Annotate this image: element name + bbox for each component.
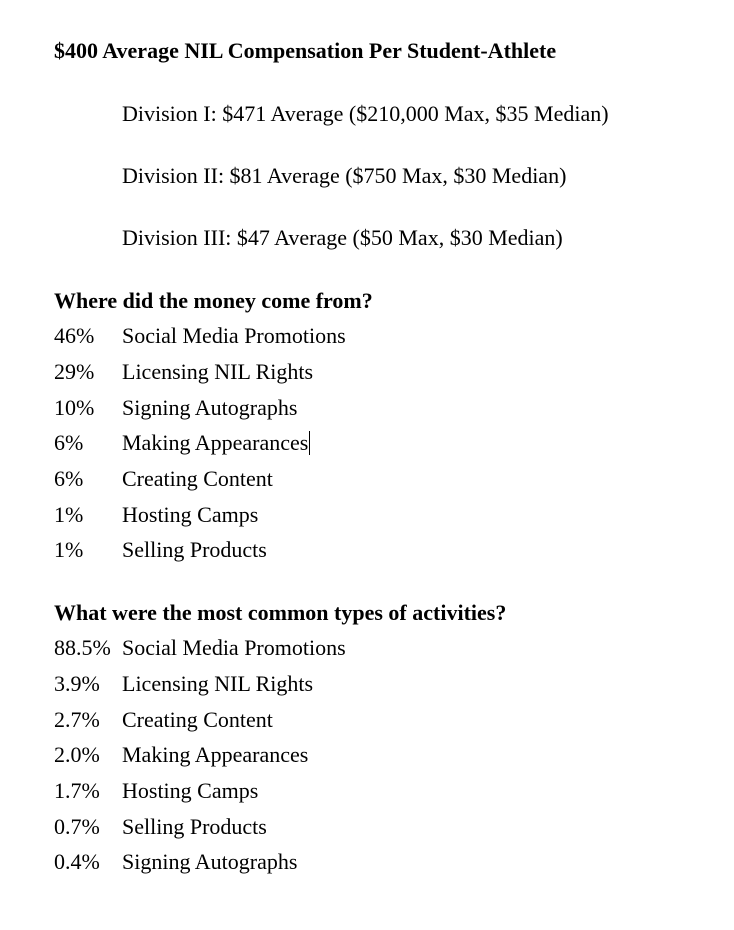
money-item-percent: 6% [54,466,84,491]
activity-item-label: Social Media Promotions [122,635,346,660]
money-item-percent: 1% [54,502,84,527]
activity-item-label: Signing Autographs [122,849,298,874]
activity-item-percent: 88.5% [54,635,111,660]
activity-item-label: Licensing NIL Rights [122,671,314,696]
activity-item-label: Selling Products [122,814,267,839]
money-item-percent: 6% [54,430,84,455]
money-item-percent: 46% [54,323,95,348]
money-item-label: Social Media Promotions [122,323,346,348]
money-item-label: Hosting Camps [122,502,259,527]
activity-item-percent: 3.9% [54,671,100,696]
money-item-label-with-caret[interactable] [122,430,310,456]
activity-item-percent: 1.7% [54,778,100,803]
activity-item-percent: 2.7% [54,707,100,732]
text-cursor [309,431,310,455]
money-item-label: Signing Autographs [122,395,298,420]
activity-item-percent: 2.0% [54,742,100,767]
money-item-label: Selling Products [122,537,267,562]
money-item-label: Making Appearances [122,430,309,455]
money-item-percent: 1% [54,537,84,562]
division-2-summary: Division II: $81 Average ($750 Max, $30 Median) [122,163,567,188]
money-section-heading: Where did the money come from? [54,288,373,313]
activity-item-label: Hosting Camps [122,778,259,803]
document-title: $400 Average NIL Compensation Per Student-Athlete [54,38,557,63]
division-1-summary: Division I: $471 Average ($210,000 Max, $35 Median) [122,101,609,126]
activities-section-heading: What were the most common types of activities? [54,600,507,625]
money-item-label: Licensing NIL Rights [122,359,314,384]
money-item-percent: 29% [54,359,95,384]
money-item-percent: 10% [54,395,95,420]
activity-item-label: Making Appearances [122,742,309,767]
activity-item-label: Creating Content [122,707,273,732]
activity-item-percent: 0.7% [54,814,100,839]
division-3-summary: Division III: $47 Average ($50 Max, $30 Median) [122,225,563,250]
money-item-label: Creating Content [122,466,273,491]
activity-item-percent: 0.4% [54,849,100,874]
